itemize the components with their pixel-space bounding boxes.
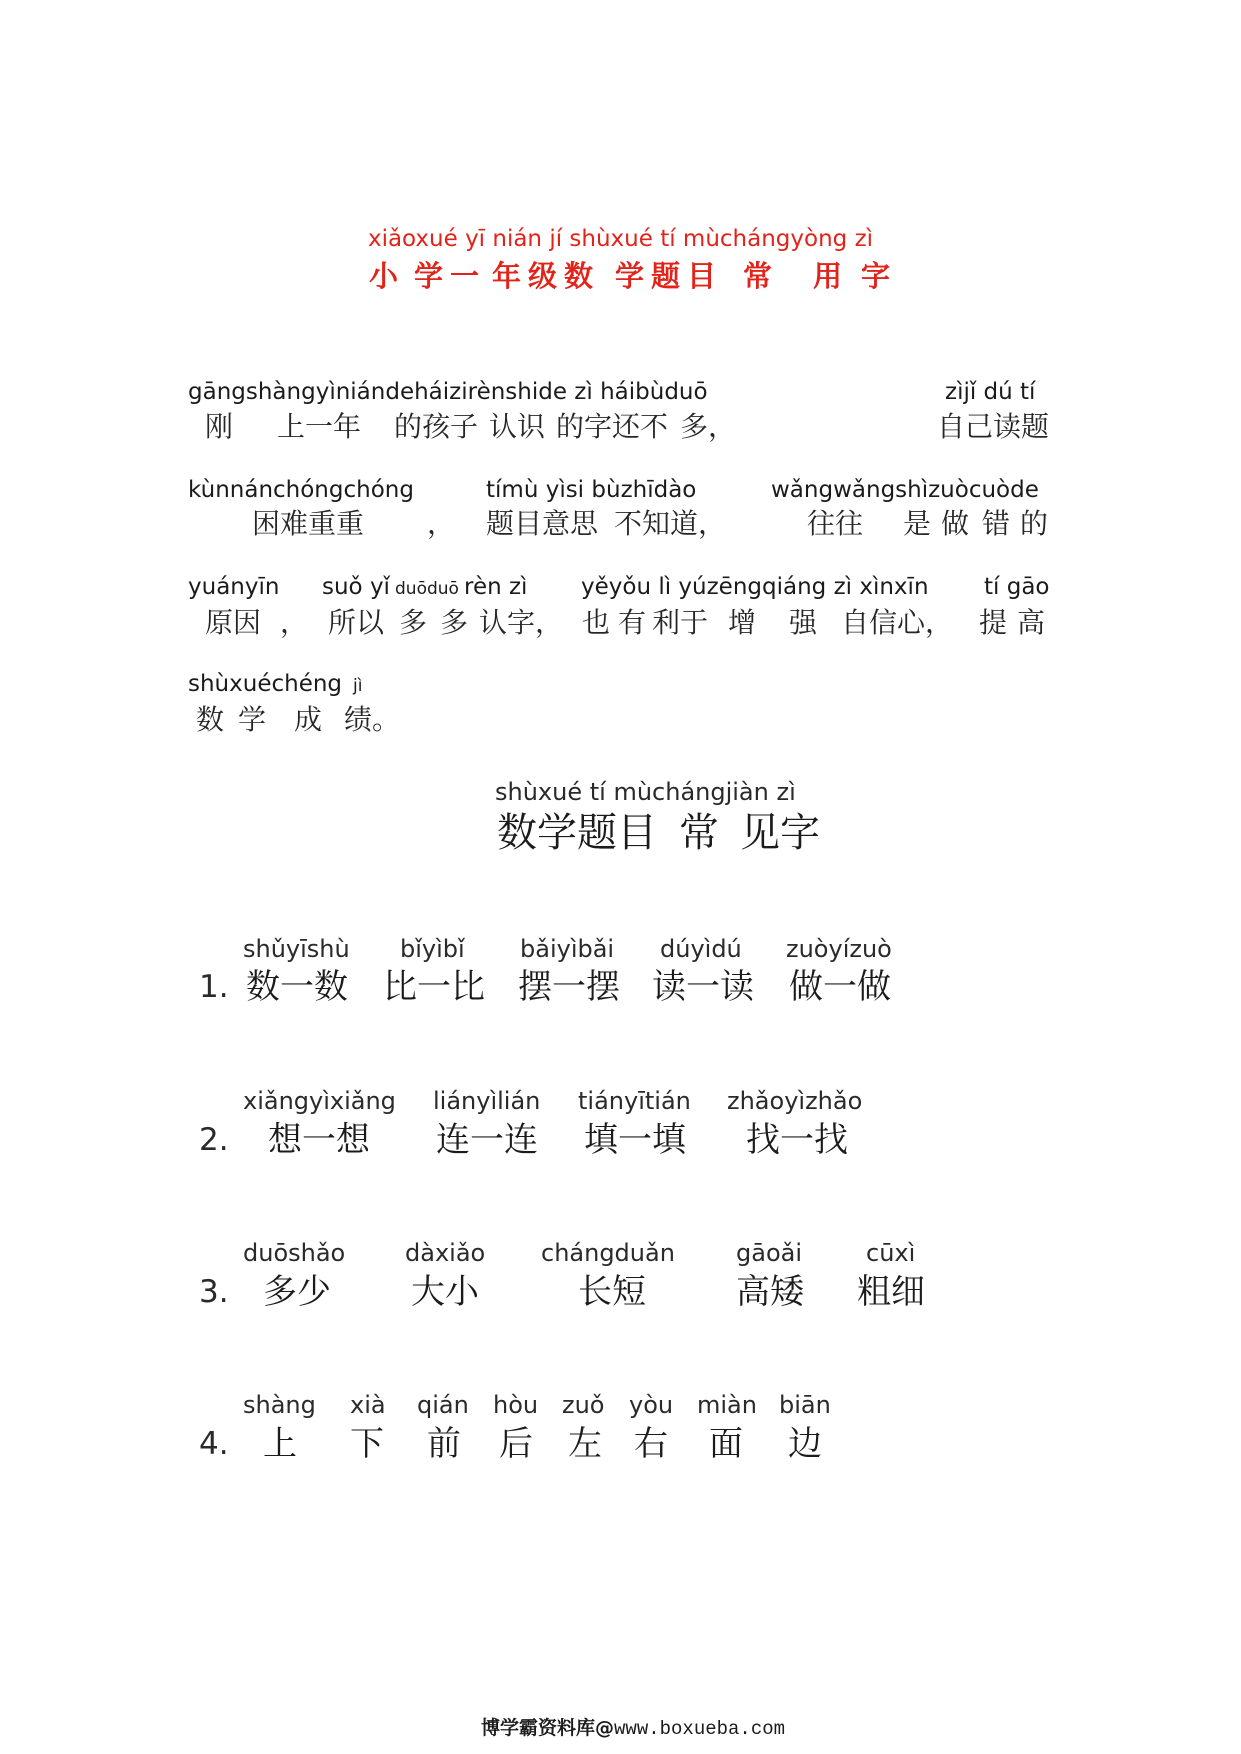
word-hanzi: 长短 [578,1272,646,1312]
intro-pinyin: suǒ yǐ [322,574,390,600]
title-hanzi: 用 [813,259,850,293]
intro-pinyin: kùnnánchóngchóng [188,477,414,503]
title-hanzi: 学题目 [615,259,724,293]
intro-hanzi: 不知道， [614,507,727,540]
word-pinyin: gāoǎi [736,1239,802,1267]
word-pinyin: yòu [629,1391,674,1419]
intro-hanzi: 高 [1017,606,1046,639]
word-hanzi: 连一连 [436,1120,538,1160]
word-hanzi: 粗细 [857,1272,925,1312]
intro-pinyin: tímù yìsi bùzhīdào [486,477,697,503]
word-hanzi: 做一做 [789,967,891,1007]
word-hanzi: 想一想 [268,1120,370,1160]
intro-hanzi: 提 [979,606,1008,639]
section-heading-pinyin: shùxué tí mùchángjiàn zì [495,778,796,806]
intro-hanzi: 错 [982,507,1011,540]
word-pinyin: bǎiyìbǎi [520,935,615,963]
intro-hanzi: 自己读题 [937,410,1050,443]
word-pinyin: zuòyízuò [786,935,892,963]
intro-hanzi: 困难重重 [252,507,365,540]
word-pinyin: biān [779,1391,831,1419]
list-number: 3. [199,1274,229,1310]
word-hanzi: 上 [263,1424,297,1464]
intro-hanzi: 成 [294,703,323,736]
intro-hanzi: 的孩子 [394,410,479,443]
footer-url: www.boxueba.com [614,1718,786,1740]
intro-hanzi: 往往 [807,507,864,540]
intro-pinyin: yuányīn [188,574,280,600]
intro-pinyin: wǎngwǎngshìzuòcuòde [771,477,1039,503]
title-hanzi: 字 [861,259,898,293]
word-hanzi: 面 [709,1424,743,1464]
intro-pinyin-small: jì [353,676,363,696]
word-pinyin: tiányītián [578,1087,691,1115]
word-hanzi: 多少 [263,1272,331,1312]
title-hanzi: 学一 [414,259,487,293]
word-hanzi: 前 [427,1424,461,1464]
intro-pinyin: rèn zì [464,574,528,600]
word-pinyin: chángduǎn [541,1239,675,1267]
intro-pinyin: gāngshàngyìniándeháizirènshide zì háibùduō [188,379,708,405]
intro-hanzi: 刚 [205,410,234,443]
intro-hanzi: 是 [903,507,932,540]
word-hanzi: 比一比 [383,967,485,1007]
intro-hanzi: ， [427,507,456,540]
section-heading: 数学题目 [497,810,657,856]
footer-site-name: 博学霸资料库@ [481,1717,615,1739]
intro-hanzi: 多 [440,606,469,639]
intro-hanzi: 所以 [328,606,385,639]
word-pinyin: liányìlián [433,1087,541,1115]
intro-hanzi: 题目意思 [486,507,599,540]
word-hanzi: 边 [788,1424,822,1464]
word-hanzi: 找一找 [746,1120,848,1160]
intro-hanzi: ， [280,606,309,639]
word-hanzi: 填一填 [584,1120,686,1160]
intro-hanzi: 利于 [652,606,709,639]
list-number: 4. [199,1426,229,1462]
intro-hanzi: 认识 [489,410,546,443]
intro-pinyin: yěyǒu lì yúzēngqiáng zì xìnxīn [581,574,929,600]
word-hanzi: 高矮 [736,1272,804,1312]
intro-hanzi: 自信心， [841,606,954,639]
word-pinyin: zhǎoyìzhǎo [727,1087,863,1115]
intro-pinyin: shùxuéchéng [188,671,343,697]
word-hanzi: 右 [634,1424,668,1464]
list-number: 2. [199,1122,229,1158]
word-pinyin: bǐyìbǐ [400,935,465,963]
intro-hanzi: 多， [680,410,737,443]
intro-hanzi: 也 [582,606,611,639]
word-pinyin: miàn [697,1391,757,1419]
list-number: 1. [199,969,229,1005]
word-hanzi: 左 [568,1424,602,1464]
intro-hanzi: 有 [618,606,647,639]
word-pinyin: zuǒ [562,1391,605,1419]
intro-hanzi: 多 [399,606,428,639]
word-pinyin: xià [350,1391,386,1419]
word-hanzi: 下 [350,1424,384,1464]
word-pinyin: dàxiǎo [405,1239,486,1267]
footer-watermark [481,1719,785,1739]
word-hanzi: 摆一摆 [518,967,620,1007]
intro-hanzi: 增 [728,606,757,639]
intro-hanzi: 做 [941,507,970,540]
word-pinyin: dúyìdú [660,935,742,963]
word-hanzi: 后 [499,1424,533,1464]
intro-hanzi: 原因 [205,606,262,639]
section-heading: 见字 [740,810,820,856]
section-heading: 常 [679,810,719,856]
intro-hanzi: 学 [238,703,267,736]
word-pinyin: cūxì [866,1239,916,1267]
title-hanzi: 年级数 [492,259,601,293]
intro-hanzi: 的字还不 [556,410,669,443]
intro-hanzi: 绩。 [344,703,401,736]
word-pinyin: xiǎngyìxiǎng [243,1087,396,1115]
intro-hanzi: 的 [1020,507,1049,540]
intro-hanzi: 认字， [479,606,564,639]
word-hanzi: 数一数 [246,967,348,1007]
word-hanzi: 读一读 [652,967,754,1007]
word-pinyin: shàng [243,1391,316,1419]
intro-pinyin-small: duōduō [395,579,459,599]
intro-pinyin: tí gāo [984,574,1050,600]
word-pinyin: duōshǎo [243,1239,346,1267]
word-pinyin: shǔyīshù [243,935,350,963]
intro-hanzi: 上一年 [277,410,362,443]
word-pinyin: hòu [493,1391,539,1419]
intro-hanzi: 强 [789,606,818,639]
title-hanzi: 常 [743,259,780,293]
title-pinyin: xiǎoxué yī nián jí shùxué tí mùchángyòng zì [367,226,874,252]
word-hanzi: 大小 [411,1272,479,1312]
word-pinyin: qián [417,1391,469,1419]
intro-pinyin: zìjǐ dú tí [945,379,1036,405]
intro-hanzi: 数 [196,703,225,736]
title-hanzi: 小 [369,259,406,293]
